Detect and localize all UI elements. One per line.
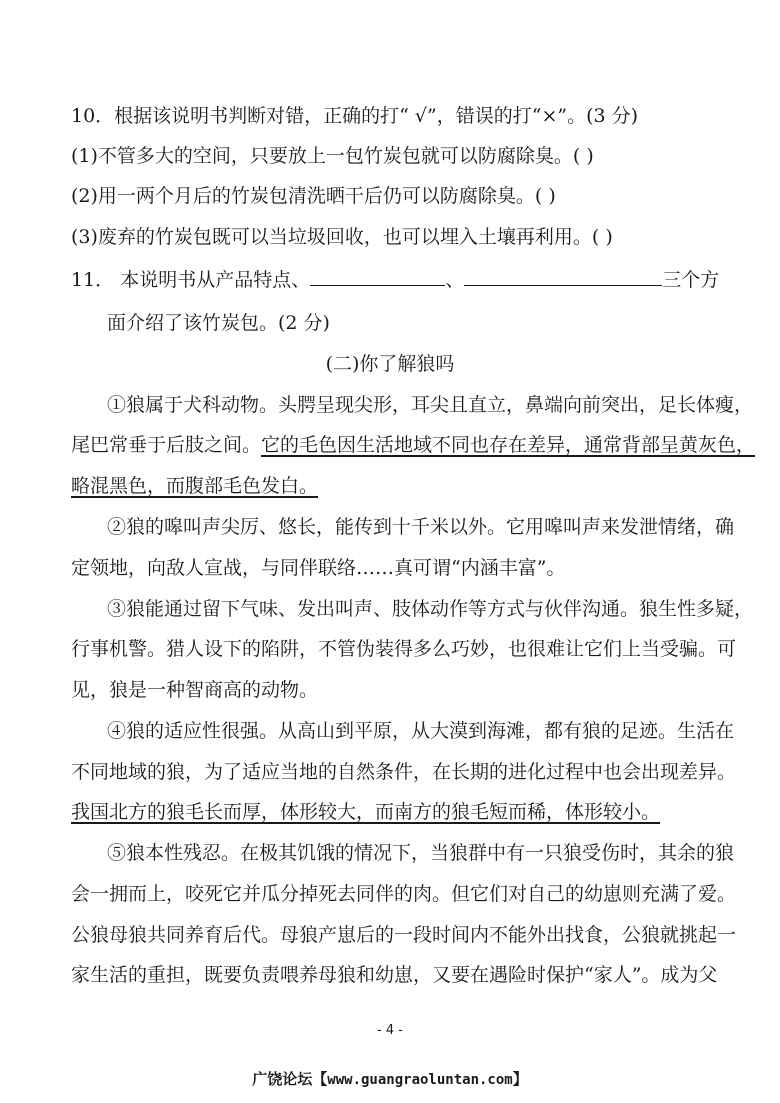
p3-line-1: ③狼能通过留下气味、发出叫声、肢体动作等方式与伙伴沟通。狼生性多疑，: [107, 598, 754, 620]
p1-line-1: ①狼属于犬科动物。头腭呈现尖形，耳尖且直立，鼻端向前突出，足长体瘦，: [107, 394, 754, 416]
site-close: 】: [512, 1070, 528, 1088]
q11-line-1: [71, 267, 719, 293]
q11-sep: 、: [445, 269, 465, 291]
p1-line-2: [71, 432, 755, 458]
p2-line-1: ②狼的嗥叫声尖厉、悠长，能传到十千米以外。它用嗥叫声来发泄情绪，确: [107, 516, 735, 538]
page-number: - 4 -: [377, 1023, 403, 1038]
article-title: (二)你了解狼吗: [325, 353, 455, 375]
p1-line-2-underlined: 它的毛色因生活地域不同也存在差异，通常背部呈黄灰色，: [261, 434, 756, 456]
q10-item-1: (1)不管多大的空间，只要放上一包竹炭包就可以防腐除臭。( ): [71, 145, 594, 167]
q11-line-2: 面介绍了该竹炭包。(2 分): [107, 312, 330, 334]
q11-blank-2[interactable]: [464, 267, 662, 286]
site-url[interactable]: www.guangraoluntan.com: [327, 1072, 513, 1088]
p4-line-1: ④狼的适应性很强。从高山到平原，从大漠到海滩，都有狼的足迹。生活在: [107, 720, 735, 742]
p5-line-3: 公狼母狼共同养育后代。母狼产崽后的一段时间内不能外出找食，公狼就挑起一: [71, 924, 737, 946]
p1-line-2-plain: 尾巴常垂于后肢之间。: [71, 434, 262, 456]
site-footer: [0, 1068, 780, 1089]
q11-tail: 三个方: [662, 269, 720, 291]
p1-line-3-underlined: 略混黑色，而腹部毛色发白。: [71, 475, 319, 497]
p5-line-1: ⑤狼本性残忍。在极其饥饿的情况下，当狼群中有一只狼受伤时，其余的狼: [107, 842, 735, 864]
p5-line-4: 家生活的重担，既要负责喂养母狼和幼崽，又要在遇险时保护“家人”。成为父: [71, 964, 718, 986]
p2-line-2: 定领地，向敌人宣战，与同伴联络……真可谓“内涵丰富”。: [71, 557, 566, 579]
q10-stem: 10．根据该说明书判断对错，正确的打“ √”，错误的打“×”。(3 分): [71, 105, 639, 127]
q11-lead: 11． 本说明书从产品特点、: [71, 269, 311, 291]
p3-line-2: 行事机警。猎人设下的陷阱，不管伪装得多么巧妙，也很难让它们上当受骗。可: [71, 638, 737, 660]
p5-line-2: 会一拥而上，咬死它并瓜分掉死去同伴的肉。但它们对自己的幼崽则充满了爱。: [71, 883, 737, 905]
p4-line-2: 不同地域的狼，为了适应当地的自然条件，在长期的进化过程中也会出现差异。: [71, 761, 737, 783]
q10-item-3: (3)废弃的竹炭包既可以当垃圾回收，也可以埋入土壤再利用。( ): [71, 226, 613, 248]
site-name: 广饶论坛【: [252, 1070, 328, 1088]
q10-item-2: (2)用一两个月后的竹炭包清洗晒干后仍可以防腐除臭。( ): [71, 185, 556, 207]
p3-line-3: 见，狼是一种智商高的动物。: [71, 679, 319, 701]
p4-line-3-underlined: 我国北方的狼毛长而厚，体形较大，而南方的狼毛短而稀，体形较小。: [71, 801, 661, 823]
q11-blank-1[interactable]: [310, 267, 445, 286]
